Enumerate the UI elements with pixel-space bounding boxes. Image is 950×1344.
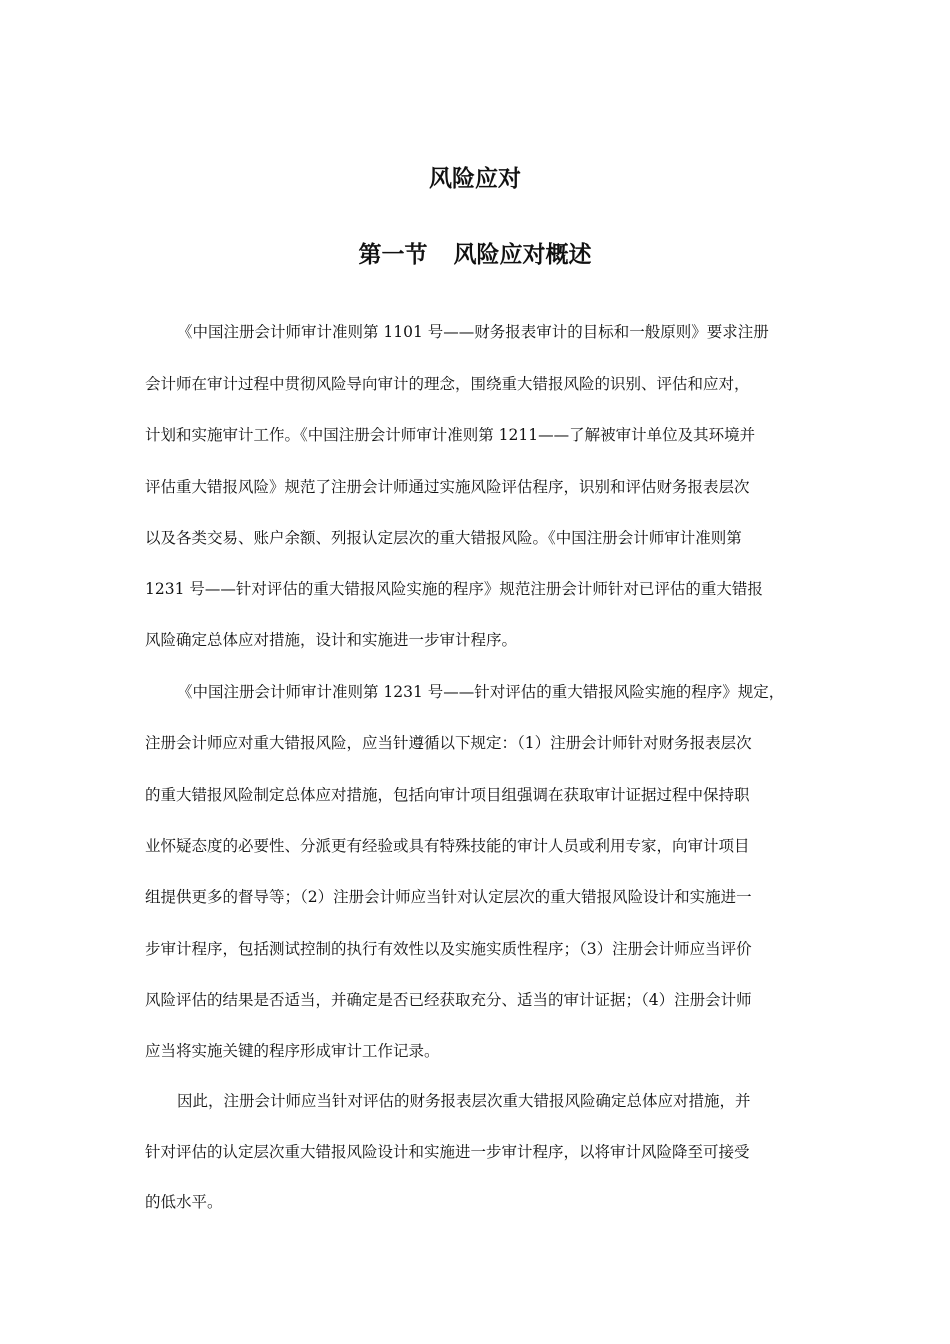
paragraph-line: 应当将实施关键的程序形成审计工作记录。: [145, 1042, 440, 1060]
paragraph-line: 针对评估的认定层次重大错报风险设计和实施进一步审计程序，以将审计风险降至可接受: [145, 1143, 750, 1161]
document-title: 风险应对: [429, 166, 521, 192]
paragraph-line: 业怀疑态度的必要性、分派更有经验或具有特殊技能的审计人员或利用专家，向审计项目: [145, 837, 750, 855]
paragraph-line: 注册会计师应对重大错报风险，应当针遵循以下规定：（1）注册会计师针对财务报表层次: [145, 734, 752, 752]
section-heading: [0, 240, 950, 270]
paragraph-line: 的低水平。: [145, 1193, 223, 1211]
section-number: 第一节: [358, 242, 428, 268]
paragraph-line: 的重大错报风险制定总体应对措施，包括向审计项目组强调在获取审计证据过程中保持职: [145, 786, 750, 804]
paragraph-line: 1231 号——针对评估的重大错报风险实施的程序》规范注册会计师针对已评估的重大错报: [145, 580, 763, 598]
paragraph-line: 《中国注册会计师审计准则第 1231 号——针对评估的重大错报风险实施的程序》规定，: [177, 683, 785, 701]
paragraph-line: 以及各类交易、账户余额、列报认定层次的重大错报风险。《中国注册会计师审计准则第: [145, 529, 742, 547]
paragraph-line: 风险评估的结果是否适当，并确定是否已经获取充分、适当的审计证据；（4）注册会计师: [145, 991, 752, 1009]
paragraph-line: 组提供更多的督导等；（2）注册会计师应当针对认定层次的重大错报风险设计和实施进一: [145, 888, 752, 906]
paragraph-line: 因此，注册会计师应当针对评估的财务报表层次重大错报风险确定总体应对措施，并: [177, 1092, 751, 1110]
paragraph-line: 评估重大错报风险》规范了注册会计师通过实施风险评估程序，识别和评估财务报表层次: [145, 478, 750, 496]
paragraph-line: 会计师在审计过程中贯彻风险导向审计的理念，围绕重大错报风险的识别、评估和应对，: [145, 375, 750, 393]
paragraph-line: 风险确定总体应对措施，设计和实施进一步审计程序。: [145, 631, 518, 649]
section-name: 风险应对概述: [453, 242, 592, 268]
paragraph-line: 《中国注册会计师审计准则第 1101 号——财务报表审计的目标和一般原则》要求注册: [177, 323, 769, 341]
paragraph-line: 步审计程序，包括测试控制的执行有效性以及实施实质性程序；（3）注册会计师应当评价: [145, 940, 752, 958]
paragraph-line: 计划和实施审计工作。《中国注册会计师审计准则第 1211——了解被审计单位及其环境并: [145, 426, 756, 444]
